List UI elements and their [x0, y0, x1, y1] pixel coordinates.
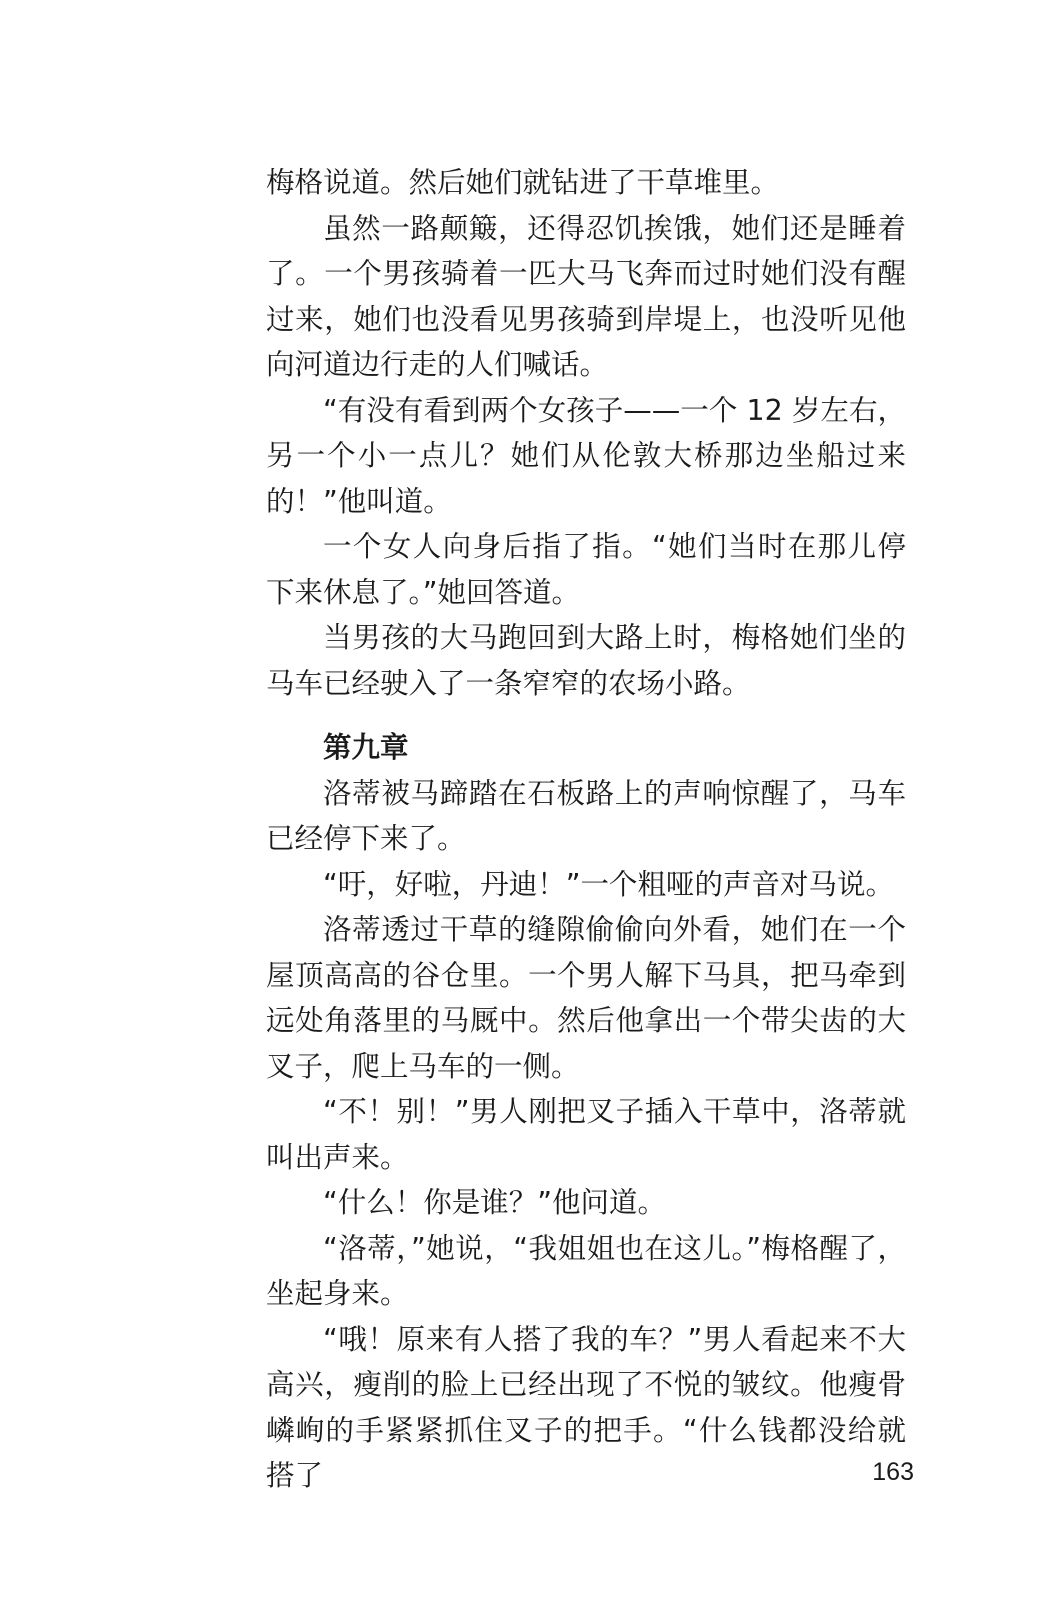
text-block-chapter-nine	[266, 725, 906, 1499]
paragraph: “什么！你是谁？”他问道。	[323, 1186, 667, 1219]
paragraph: “有没有看到两个女孩子——一个 12 岁左右，另一个小一点儿？她们从伦敦大桥那边坐船过来的！”他叫道。	[266, 393, 906, 518]
paragraph: 洛蒂被马蹄踏在石板路上的声响惊醒了，马车已经停下来了。	[266, 776, 906, 855]
paragraph: “吁，好啦，丹迪！”一个粗哑的声音对马说。	[323, 867, 895, 901]
paragraph: 当男孩的大马跑回到大路上时，梅格她们坐的马车已经驶入了一条窄窄的农场小路。	[266, 621, 906, 700]
page-number: 163	[872, 1458, 914, 1486]
paragraph: 洛蒂透过干草的缝隙偷偷向外看，她们在一个屋顶高高的谷仓里。一个男人解下马具，把马牵到远处角落里的马厩中。然后他拿出一个带尖齿的大叉子，爬上马车的一侧。	[266, 913, 906, 1083]
text-block-before-chapter	[266, 160, 906, 706]
paragraph: 梅格说道。然后她们就钻进了干草堆里。	[266, 166, 780, 199]
paragraph: 虽然一路颠簸，还得忍饥挨饿，她们还是睡着了。一个男孩骑着一匹大马飞奔而过时她们没有醒过来，她们也没看见男孩骑到岸堤上，也没听见他向河道边行走的人们喊话。	[266, 211, 906, 381]
paragraph: 一个女人向身后指了指。“她们当时在那儿停下来休息了。”她回答道。	[266, 530, 906, 609]
chapter-title: 第九章	[323, 731, 409, 764]
paragraph: “洛蒂，”她说，“我姐姐也在这儿。”梅格醒了，坐起身来。	[266, 1231, 906, 1310]
paragraph: “不！别！”男人刚把叉子插入干草中，洛蒂就叫出声来。	[266, 1095, 906, 1174]
paragraph: “哦！原来有人搭了我的车？”男人看起来不大高兴，瘦削的脸上已经出现了不悦的皱纹。他瘦骨嶙峋的手紧紧抓住叉子的把手。“什么钱都没给就搭了	[266, 1322, 906, 1492]
